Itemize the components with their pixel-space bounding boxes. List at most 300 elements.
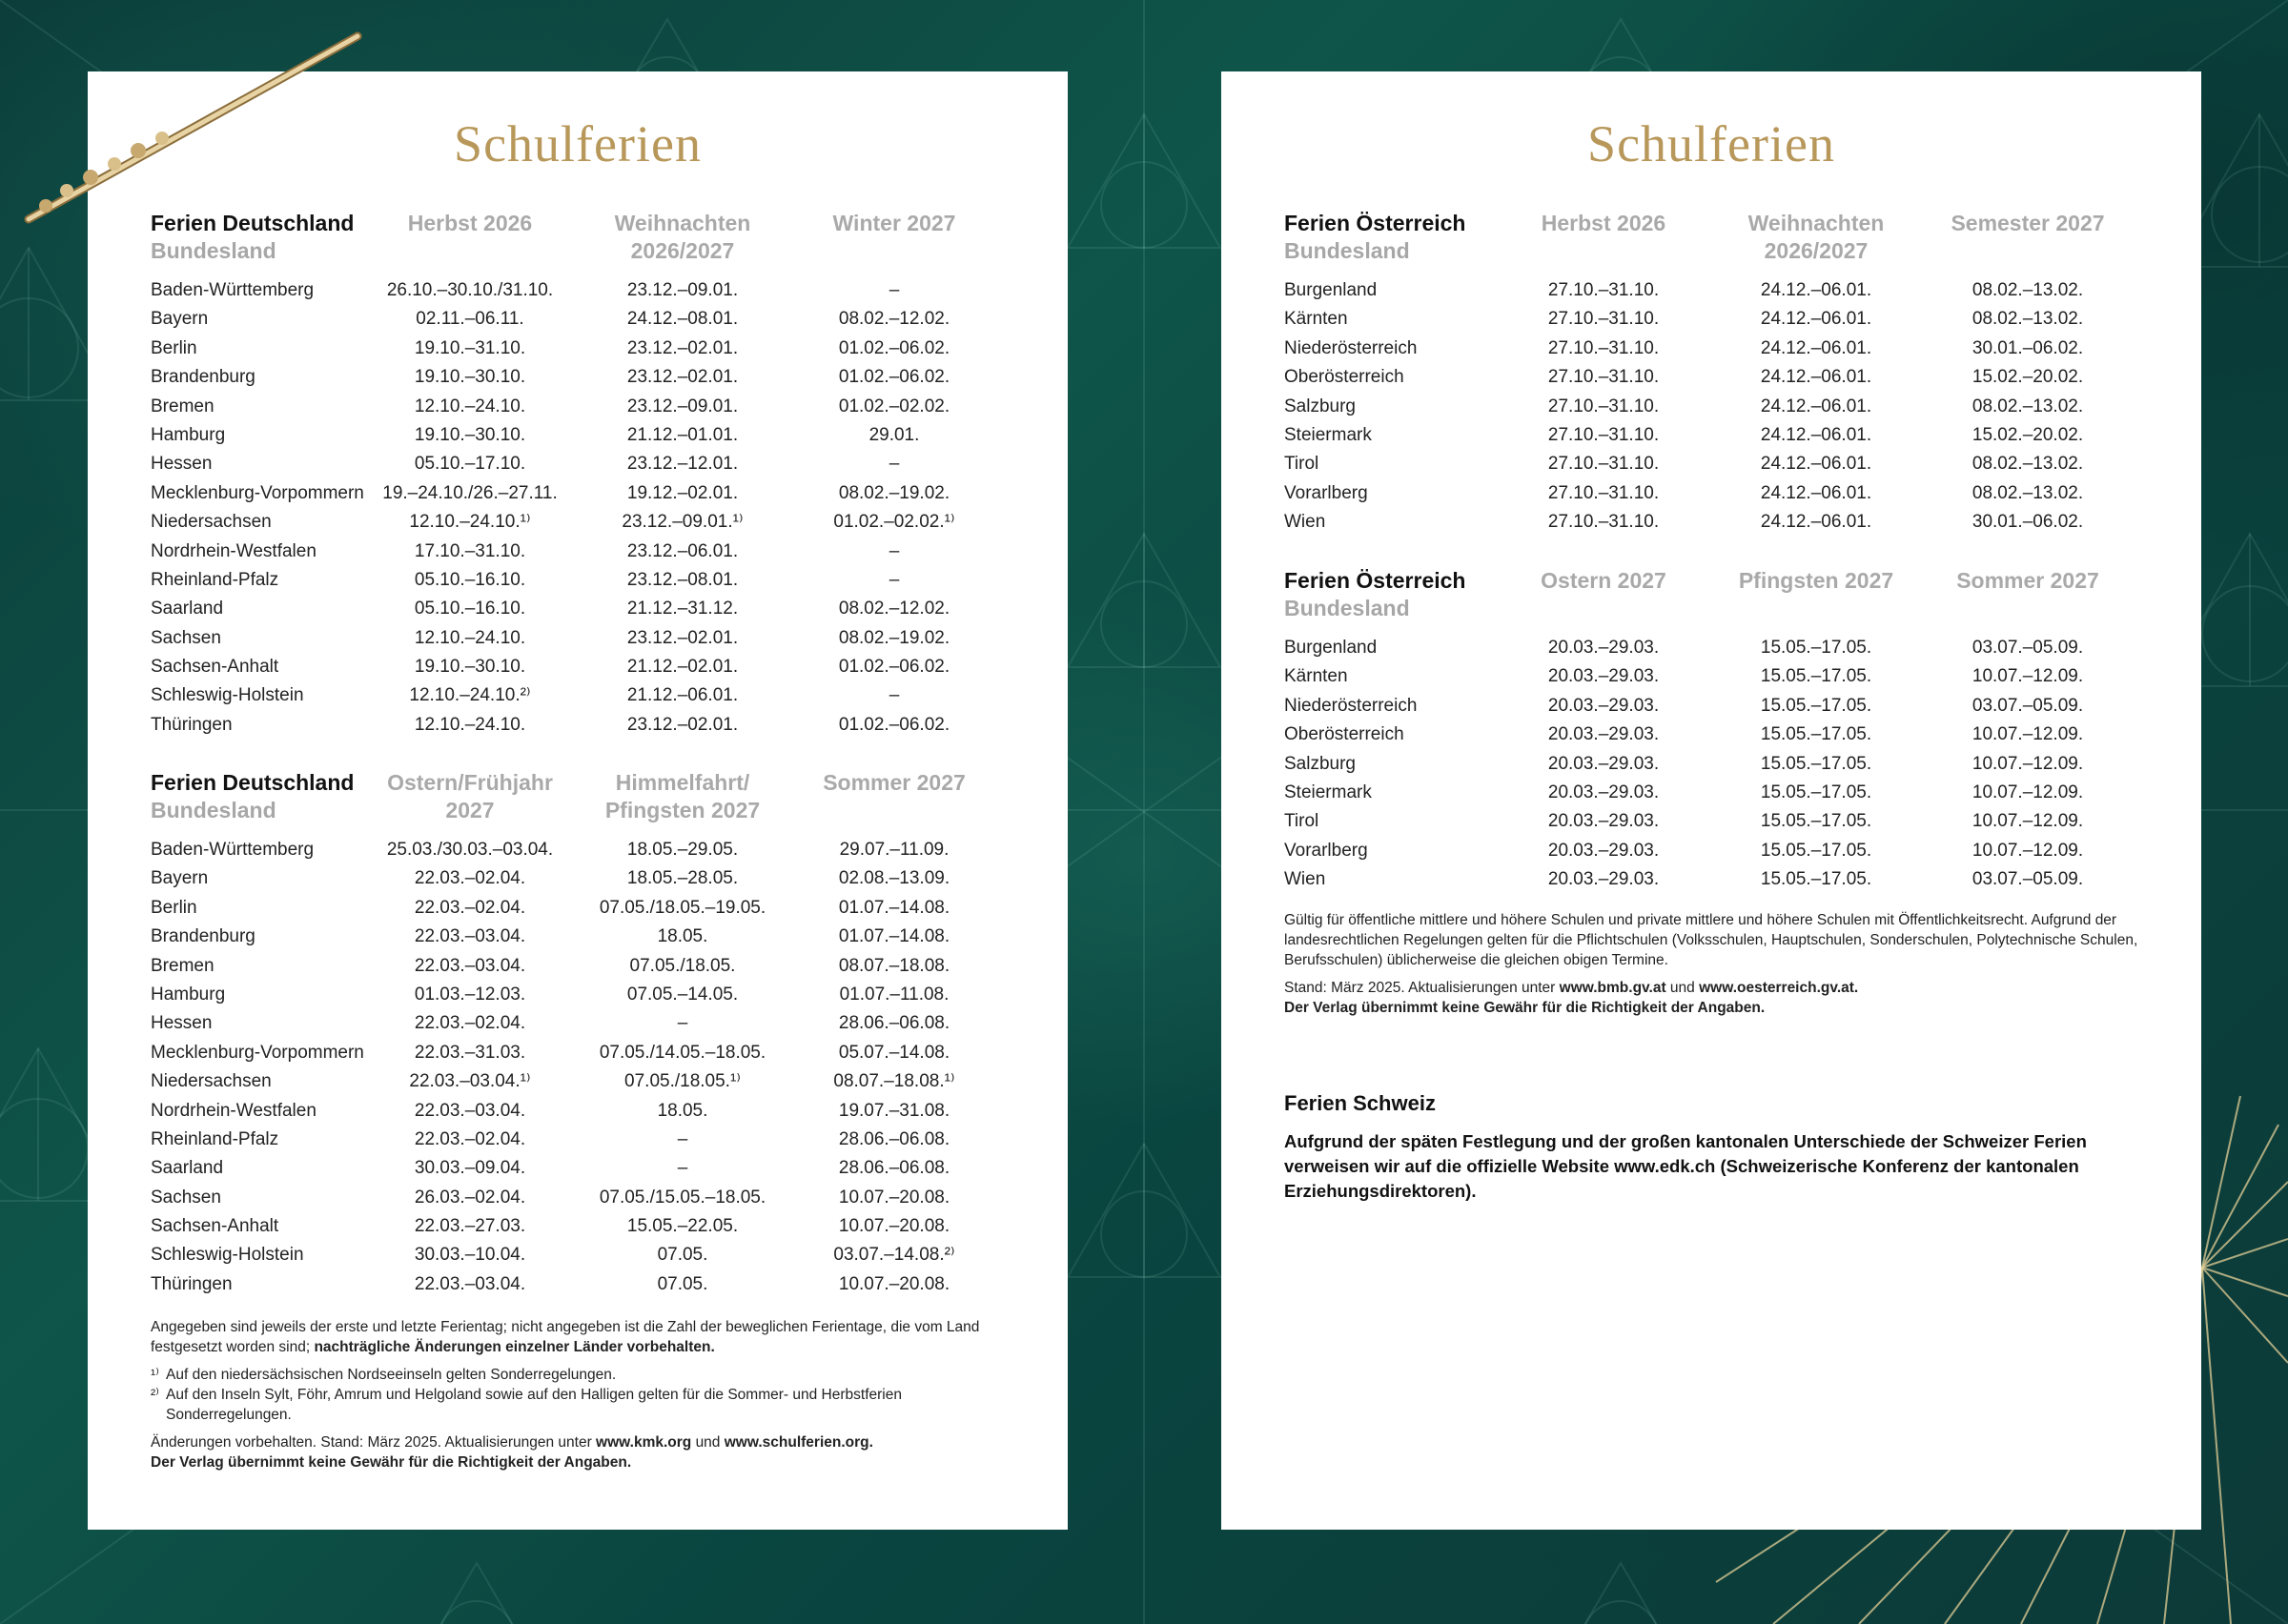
date-cell: 15.05.–22.05. bbox=[626, 1216, 739, 1237]
date-cell: 20.03.–29.03. bbox=[1547, 638, 1660, 658]
date-cell: 30.01.–06.02. bbox=[1971, 337, 2084, 358]
bmb-link[interactable]: www.bmb.gv.at bbox=[1559, 980, 1666, 996]
table-row bbox=[1284, 634, 2142, 662]
date-cell: 15.05.–17.05. bbox=[1760, 753, 1872, 774]
date-cell: 18.05. bbox=[657, 1100, 708, 1121]
date-cell: 01.02.–06.02. bbox=[838, 367, 950, 388]
state-name: Schleswig-Holstein bbox=[151, 1245, 304, 1266]
date-cell: 17.10.–31.10. bbox=[414, 540, 526, 561]
table-heading: Ferien Deutschland bbox=[151, 211, 355, 235]
table-row bbox=[1284, 508, 2142, 537]
date-cell: 19.10.–30.10. bbox=[414, 657, 526, 678]
table-header bbox=[1284, 567, 2142, 634]
schweiz-text: Aufgrund der späten Festlegung und der großen kantonalen Unterschiede der Schweizer Ferien verweisen wir auf die offizielle Website www.edk.ch (Schweizerische Konferenz der kantonalen Erziehungsdirektoren). bbox=[1284, 1131, 2087, 1201]
state-name: Salzburg bbox=[1284, 753, 1356, 774]
date-cell: 01.03.–12.03. bbox=[414, 984, 526, 1005]
table-body bbox=[1284, 276, 2142, 538]
date-cell: 08.02.–19.02. bbox=[838, 482, 950, 503]
date-cell: 21.12.–06.01. bbox=[626, 685, 739, 706]
state-name: Burgenland bbox=[1284, 280, 1378, 300]
state-name: Burgenland bbox=[1284, 638, 1378, 658]
state-name: Oberösterreich bbox=[1284, 367, 1404, 388]
table-row bbox=[151, 923, 1009, 951]
state-name: Niedersachsen bbox=[151, 512, 272, 533]
state-name: Brandenburg bbox=[151, 926, 255, 947]
date-cell: 22.03.–31.03. bbox=[414, 1042, 526, 1063]
date-cell: 20.03.–29.03. bbox=[1547, 666, 1660, 687]
austria-spring-summer-table bbox=[1284, 567, 2142, 895]
footnotes bbox=[151, 1317, 1009, 1472]
date-cell: 28.06.–06.08. bbox=[838, 1013, 950, 1034]
date-cell: 24.12.–06.01. bbox=[1760, 309, 1872, 330]
state-name: Schleswig-Holstein bbox=[151, 685, 304, 706]
state-name: Thüringen bbox=[151, 714, 233, 735]
state-name: Baden-Württemberg bbox=[151, 280, 315, 300]
column-header: Sommer 2027 bbox=[1956, 568, 2099, 593]
table-row bbox=[1284, 276, 2142, 305]
table-row bbox=[151, 1241, 1009, 1269]
table-header bbox=[151, 769, 1009, 836]
date-cell: 01.07.–14.08. bbox=[838, 926, 950, 947]
date-cell: 10.07.–12.09. bbox=[1971, 724, 2084, 745]
date-cell: 12.10.–24.10. bbox=[414, 714, 526, 735]
date-cell: 23.12.–12.01. bbox=[626, 454, 739, 475]
date-cell: 01.02.–06.02. bbox=[838, 714, 950, 735]
date-cell: 18.05. bbox=[657, 926, 708, 947]
date-cell: 29.01. bbox=[868, 424, 920, 445]
date-cell: – bbox=[889, 569, 900, 590]
date-cell: 24.12.–06.01. bbox=[1760, 512, 1872, 533]
date-cell: 05.07.–14.08. bbox=[838, 1042, 950, 1063]
state-name: Bayern bbox=[151, 309, 209, 330]
date-cell: 20.03.–29.03. bbox=[1547, 782, 1660, 802]
table-row bbox=[1284, 363, 2142, 392]
date-cell: 23.12.–09.01. bbox=[626, 280, 739, 300]
date-cell: 27.10.–31.10. bbox=[1547, 309, 1660, 330]
date-cell: 30.03.–09.04. bbox=[414, 1158, 526, 1179]
date-cell: 10.07.–20.08. bbox=[838, 1187, 950, 1208]
state-name: Steiermark bbox=[1284, 782, 1372, 802]
table-row bbox=[151, 276, 1009, 305]
kmk-link[interactable]: www.kmk.org bbox=[596, 1434, 692, 1451]
date-cell: 07.05./15.05.–18.05. bbox=[599, 1187, 766, 1208]
table-row bbox=[1284, 393, 2142, 421]
date-cell: 02.08.–13.09. bbox=[838, 868, 950, 889]
date-cell: 19.12.–02.01. bbox=[626, 482, 739, 503]
table-subheading: Bundesland bbox=[1284, 596, 1410, 620]
date-cell: 24.12.–06.01. bbox=[1760, 396, 1872, 416]
date-cell: 05.10.–16.10. bbox=[414, 599, 526, 619]
table-row bbox=[151, 538, 1009, 566]
schulferien-link[interactable]: www.schulferien.org. bbox=[724, 1434, 873, 1451]
table-row bbox=[151, 595, 1009, 623]
date-cell: 08.07.–18.08.¹⁾ bbox=[833, 1071, 955, 1092]
state-name: Wien bbox=[1284, 512, 1326, 533]
date-cell: 03.07.–05.09. bbox=[1971, 869, 2084, 890]
table-row bbox=[151, 1009, 1009, 1038]
date-cell: 28.06.–06.08. bbox=[838, 1158, 950, 1179]
date-cell: 27.10.–31.10. bbox=[1547, 396, 1660, 416]
date-cell: 08.07.–18.08. bbox=[838, 955, 950, 976]
page-title: Schulferien bbox=[1587, 115, 1835, 173]
update-note: Änderungen vorbehalten. Stand: März 2025. Aktualisierungen unter www.kmk.org und www.schulferien.org. bbox=[151, 1434, 873, 1451]
page-title: Schulferien bbox=[454, 115, 702, 173]
table-row bbox=[151, 894, 1009, 923]
table-row bbox=[151, 479, 1009, 508]
date-cell: 19.10.–30.10. bbox=[414, 367, 526, 388]
date-cell: 23.12.–02.01. bbox=[626, 337, 739, 358]
wand-icon bbox=[19, 29, 362, 229]
table-subheading: Bundesland bbox=[1284, 238, 1410, 263]
date-cell: 28.06.–06.08. bbox=[838, 1128, 950, 1149]
table-row bbox=[151, 981, 1009, 1009]
table-row bbox=[1284, 779, 2142, 807]
state-name: Vorarlberg bbox=[1284, 482, 1368, 503]
table-row bbox=[1284, 662, 2142, 691]
date-cell: 01.07.–14.08. bbox=[838, 897, 950, 918]
date-cell: 10.07.–12.09. bbox=[1971, 782, 2084, 802]
date-cell: 20.03.–29.03. bbox=[1547, 695, 1660, 716]
table-row bbox=[151, 1154, 1009, 1183]
date-cell: 08.02.–13.02. bbox=[1971, 454, 2084, 475]
right-page bbox=[1221, 71, 2201, 1530]
state-name: Saarland bbox=[151, 599, 224, 619]
state-name: Kärnten bbox=[1284, 666, 1348, 687]
date-cell: 08.02.–13.02. bbox=[1971, 309, 2084, 330]
date-cell: 07.05./14.05.–18.05. bbox=[599, 1042, 766, 1063]
state-name: Sachsen bbox=[151, 627, 221, 648]
date-cell: 24.12.–06.01. bbox=[1760, 424, 1872, 445]
table-row bbox=[151, 711, 1009, 740]
date-cell: 24.12.–06.01. bbox=[1760, 482, 1872, 503]
date-cell: 03.07.–14.08.²⁾ bbox=[833, 1245, 955, 1266]
date-cell: 02.11.–06.11. bbox=[416, 309, 524, 330]
date-cell: 27.10.–31.10. bbox=[1547, 337, 1660, 358]
date-cell: 23.12.–09.01.¹⁾ bbox=[622, 512, 744, 533]
table-row bbox=[151, 1039, 1009, 1067]
state-name: Bremen bbox=[151, 955, 214, 976]
intro-note: Angegeben sind jeweils der erste und letzte Ferientag; nicht angegeben ist die Zahl der beweglichen Ferientage, die vom Land festgesetzt worden sind; nachträgliche Änderungen einzelner Länder vorbehalten. bbox=[151, 1319, 980, 1355]
column-header: Herbst 2026 bbox=[1541, 211, 1666, 235]
state-name: Niederösterreich bbox=[1284, 695, 1418, 716]
state-name: Steiermark bbox=[1284, 424, 1372, 445]
state-name: Thüringen bbox=[151, 1273, 233, 1294]
date-cell: 15.05.–17.05. bbox=[1760, 840, 1872, 861]
date-cell: 26.03.–02.04. bbox=[414, 1187, 526, 1208]
date-cell: 12.10.–24.10. bbox=[414, 396, 526, 416]
date-cell: 24.12.–06.01. bbox=[1760, 280, 1872, 300]
state-name: Rheinland-Pfalz bbox=[151, 1128, 279, 1149]
date-cell: 18.05.–28.05. bbox=[626, 868, 739, 889]
state-name: Bremen bbox=[151, 396, 214, 416]
table-row bbox=[151, 566, 1009, 595]
state-name: Brandenburg bbox=[151, 367, 255, 388]
austria-autumn-winter-table bbox=[1284, 210, 2142, 538]
date-cell: 22.03.–03.04. bbox=[414, 926, 526, 947]
table-row bbox=[151, 836, 1009, 864]
table-body bbox=[1284, 634, 2142, 895]
date-cell: 12.10.–24.10. bbox=[414, 627, 526, 648]
table-heading: Ferien Deutschland bbox=[151, 770, 355, 795]
date-cell: 20.03.–29.03. bbox=[1547, 753, 1660, 774]
state-name: Sachsen-Anhalt bbox=[151, 657, 279, 678]
state-name: Bayern bbox=[151, 868, 209, 889]
table-row bbox=[1284, 807, 2142, 836]
date-cell: – bbox=[677, 1158, 688, 1179]
state-name: Mecklenburg-Vorpommern bbox=[151, 482, 364, 503]
table-row bbox=[151, 1067, 1009, 1096]
disclaimer: Der Verlag übernimmt keine Gewähr für die Richtigkeit der Angaben. bbox=[151, 1454, 632, 1471]
table-row bbox=[151, 1126, 1009, 1154]
date-cell: 01.02.–06.02. bbox=[838, 337, 950, 358]
date-cell: 08.02.–19.02. bbox=[838, 627, 950, 648]
date-cell: 01.07.–11.08. bbox=[839, 984, 950, 1005]
date-cell: 05.10.–16.10. bbox=[414, 569, 526, 590]
date-cell: 21.12.–02.01. bbox=[626, 657, 739, 678]
state-name: Niedersachsen bbox=[151, 1071, 272, 1092]
state-name: Nordrhein-Westfalen bbox=[151, 1100, 317, 1121]
oesterreich-link[interactable]: www.oesterreich.gv.at. bbox=[1699, 980, 1859, 996]
date-cell: 19.10.–31.10. bbox=[414, 337, 526, 358]
column-header: Pfingsten 2027 bbox=[1738, 568, 1894, 593]
germany-autumn-winter-table bbox=[151, 210, 1009, 740]
state-name: Vorarlberg bbox=[1284, 840, 1368, 861]
date-cell: 15.02.–20.02. bbox=[1971, 424, 2084, 445]
date-cell: 24.12.–08.01. bbox=[626, 309, 739, 330]
table-row bbox=[151, 1270, 1009, 1299]
date-cell: 10.07.–12.09. bbox=[1971, 666, 2084, 687]
date-cell: 23.12.–02.01. bbox=[626, 367, 739, 388]
date-cell: 23.12.–02.01. bbox=[626, 627, 739, 648]
date-cell: 25.03./30.03.–03.04. bbox=[386, 840, 554, 860]
state-name: Niederösterreich bbox=[1284, 337, 1418, 358]
table-row bbox=[151, 681, 1009, 710]
state-name: Baden-Württemberg bbox=[151, 840, 315, 860]
table-row bbox=[151, 421, 1009, 450]
table-row bbox=[151, 335, 1009, 363]
table-header bbox=[1284, 210, 2142, 276]
date-cell: 21.12.–01.01. bbox=[626, 424, 739, 445]
austria-notes bbox=[1284, 910, 2142, 1018]
table-row bbox=[1284, 721, 2142, 749]
table-row bbox=[151, 305, 1009, 334]
date-cell: – bbox=[889, 685, 900, 706]
table-heading: Ferien Österreich bbox=[1284, 211, 1466, 235]
date-cell: – bbox=[677, 1128, 688, 1149]
date-cell: 15.05.–17.05. bbox=[1760, 811, 1872, 832]
state-name: Hessen bbox=[151, 454, 213, 475]
state-name: Wien bbox=[1284, 869, 1326, 890]
date-cell: 07.05./18.05.¹⁾ bbox=[624, 1071, 741, 1092]
table-row bbox=[151, 508, 1009, 537]
state-name: Sachsen-Anhalt bbox=[151, 1216, 279, 1237]
date-cell: 10.07.–20.08. bbox=[838, 1216, 950, 1237]
date-cell: 07.05.–14.05. bbox=[626, 984, 739, 1005]
date-cell: 22.03.–02.04. bbox=[414, 1128, 526, 1149]
table-row bbox=[151, 653, 1009, 681]
date-cell: 23.12.–08.01. bbox=[626, 569, 739, 590]
date-cell: 27.10.–31.10. bbox=[1547, 512, 1660, 533]
table-subheading: Bundesland bbox=[151, 238, 276, 263]
date-cell: 27.10.–31.10. bbox=[1547, 482, 1660, 503]
date-cell: 19.07.–31.08. bbox=[838, 1100, 950, 1121]
date-cell: 19.10.–30.10. bbox=[414, 424, 526, 445]
state-name: Sachsen bbox=[151, 1187, 221, 1208]
state-name: Rheinland-Pfalz bbox=[151, 569, 279, 590]
date-cell: 26.10.–30.10./31.10. bbox=[386, 280, 554, 300]
table-row bbox=[1284, 479, 2142, 508]
state-name: Mecklenburg-Vorpommern bbox=[151, 1042, 364, 1063]
date-cell: 30.03.–10.04. bbox=[414, 1245, 526, 1266]
update-note: Stand: März 2025. Aktualisierungen unter www.bmb.gv.at und www.oesterreich.gv.at. bbox=[1284, 980, 1859, 996]
date-cell: 27.10.–31.10. bbox=[1547, 454, 1660, 475]
state-name: Salzburg bbox=[1284, 396, 1356, 416]
date-cell: 20.03.–29.03. bbox=[1547, 869, 1660, 890]
table-row bbox=[1284, 335, 2142, 363]
table-row bbox=[151, 864, 1009, 893]
date-cell: 22.03.–03.04. bbox=[414, 955, 526, 976]
left-page bbox=[88, 71, 1068, 1530]
state-name: Hamburg bbox=[151, 424, 226, 445]
table-row bbox=[151, 363, 1009, 392]
column-header: Weihnachten 2026/2027 bbox=[614, 211, 751, 263]
table-body bbox=[151, 836, 1009, 1299]
date-cell: 20.03.–29.03. bbox=[1547, 840, 1660, 861]
date-cell: 24.12.–06.01. bbox=[1760, 454, 1872, 475]
state-name: Berlin bbox=[151, 897, 197, 918]
date-cell: 27.10.–31.10. bbox=[1547, 424, 1660, 445]
date-cell: 10.07.–20.08. bbox=[838, 1273, 950, 1294]
date-cell: 15.05.–17.05. bbox=[1760, 638, 1872, 658]
date-cell: 01.02.–02.02.¹⁾ bbox=[833, 512, 955, 533]
date-cell: 20.03.–29.03. bbox=[1547, 811, 1660, 832]
table-row bbox=[151, 1212, 1009, 1241]
disclaimer: Der Verlag übernimmt keine Gewähr für die Richtigkeit der Angaben. bbox=[1284, 1000, 1766, 1016]
column-header: Winter 2027 bbox=[832, 211, 956, 235]
table-heading: Ferien Österreich bbox=[1284, 568, 1466, 593]
date-cell: 22.03.–02.04. bbox=[414, 897, 526, 918]
state-name: Berlin bbox=[151, 337, 197, 358]
table-row bbox=[151, 450, 1009, 478]
column-header: Ostern 2027 bbox=[1541, 568, 1666, 593]
table-row bbox=[1284, 837, 2142, 865]
table-row bbox=[1284, 450, 2142, 478]
date-cell: 22.03.–03.04. bbox=[414, 1100, 526, 1121]
state-name: Oberösterreich bbox=[1284, 724, 1404, 745]
date-cell: 29.07.–11.09. bbox=[839, 840, 950, 860]
column-header: Ostern/Frühjahr 2027 bbox=[387, 770, 553, 822]
state-name: Kärnten bbox=[1284, 309, 1348, 330]
column-header: Himmelfahrt/ Pfingsten 2027 bbox=[604, 770, 761, 822]
date-cell: 08.02.–13.02. bbox=[1971, 280, 2084, 300]
state-name: Hamburg bbox=[151, 984, 226, 1005]
date-cell: 05.10.–17.10. bbox=[414, 454, 526, 475]
footnote-1: ¹⁾ Auf den niedersächsischen Nordseeinseln gelten Sonderregelungen. bbox=[151, 1367, 617, 1383]
date-cell: 10.07.–12.09. bbox=[1971, 753, 2084, 774]
state-name: Tirol bbox=[1284, 454, 1319, 475]
state-name: Hessen bbox=[151, 1013, 213, 1034]
date-cell: 03.07.–05.09. bbox=[1971, 638, 2084, 658]
date-cell: 22.03.–02.04. bbox=[414, 1013, 526, 1034]
date-cell: 23.12.–06.01. bbox=[626, 540, 739, 561]
date-cell: 22.03.–27.03. bbox=[414, 1216, 526, 1237]
date-cell: 01.02.–02.02. bbox=[838, 396, 950, 416]
date-cell: 24.12.–06.01. bbox=[1760, 367, 1872, 388]
state-name: Nordrhein-Westfalen bbox=[151, 540, 317, 561]
date-cell: 03.07.–05.09. bbox=[1971, 695, 2084, 716]
column-header: Herbst 2026 bbox=[407, 211, 533, 235]
table-row bbox=[1284, 865, 2142, 894]
date-cell: 24.12.–06.01. bbox=[1760, 337, 1872, 358]
date-cell: 23.12.–02.01. bbox=[626, 714, 739, 735]
footnote-2: ²⁾ Auf den Inseln Sylt, Föhr, Amrum und Helgoland sowie auf den Halligen gelten für die Sommer- und Herbstferien Sonderregelungen. bbox=[151, 1387, 902, 1423]
date-cell: – bbox=[677, 1013, 688, 1034]
table-row bbox=[151, 952, 1009, 981]
date-cell: 22.03.–03.04. bbox=[414, 1273, 526, 1294]
date-cell: 15.05.–17.05. bbox=[1760, 724, 1872, 745]
date-cell: 12.10.–24.10.²⁾ bbox=[409, 685, 531, 706]
table-row bbox=[151, 624, 1009, 653]
date-cell: 08.02.–13.02. bbox=[1971, 396, 2084, 416]
date-cell: 07.05. bbox=[657, 1245, 708, 1266]
date-cell: 15.05.–17.05. bbox=[1760, 695, 1872, 716]
table-body bbox=[151, 276, 1009, 740]
date-cell: 27.10.–31.10. bbox=[1547, 367, 1660, 388]
table-row bbox=[151, 1097, 1009, 1126]
column-header: Semester 2027 bbox=[1951, 211, 2105, 235]
date-cell: 21.12.–31.12. bbox=[626, 599, 739, 619]
column-header: Weihnachten 2026/2027 bbox=[1747, 211, 1885, 263]
date-cell: 15.05.–17.05. bbox=[1760, 782, 1872, 802]
date-cell: 10.07.–12.09. bbox=[1971, 811, 2084, 832]
table-row bbox=[151, 1184, 1009, 1212]
date-cell: 08.02.–12.02. bbox=[838, 309, 950, 330]
state-name: Saarland bbox=[151, 1158, 224, 1179]
validity-note: Gültig für öffentliche mittlere und höhere Schulen und private mittlere und höhere Schulen mit Öffentlichkeitsrecht. Aufgrund der landesrechtlichen Regelungen gelten für die Pflichtschulen (Volksschulen, Hauptschulen, Sonderschulen, Polytechnische Schulen, Berufsschulen) üblicherweise die gleichen obigen Termine. bbox=[1284, 912, 2138, 968]
state-name: Tirol bbox=[1284, 811, 1319, 832]
table-row bbox=[1284, 692, 2142, 721]
date-cell: 08.02.–13.02. bbox=[1971, 482, 2084, 503]
date-cell: 30.01.–06.02. bbox=[1971, 512, 2084, 533]
date-cell: 15.05.–17.05. bbox=[1760, 666, 1872, 687]
date-cell: – bbox=[889, 540, 900, 561]
table-row bbox=[1284, 305, 2142, 334]
date-cell: 07.05./18.05. bbox=[629, 955, 736, 976]
date-cell: 27.10.–31.10. bbox=[1547, 280, 1660, 300]
date-cell: 19.–24.10./26.–27.11. bbox=[382, 482, 558, 503]
date-cell: 18.05.–29.05. bbox=[626, 840, 739, 860]
table-row bbox=[151, 393, 1009, 421]
date-cell: – bbox=[889, 454, 900, 475]
table-row bbox=[1284, 421, 2142, 450]
date-cell: 15.05.–17.05. bbox=[1760, 869, 1872, 890]
germany-spring-summer-table bbox=[151, 769, 1009, 1299]
schweiz-heading: Ferien Schweiz bbox=[1284, 1091, 1436, 1115]
column-header: Sommer 2027 bbox=[823, 770, 966, 795]
date-cell: 07.05./18.05.–19.05. bbox=[599, 897, 766, 918]
date-cell: 15.02.–20.02. bbox=[1971, 367, 2084, 388]
date-cell: 22.03.–02.04. bbox=[414, 868, 526, 889]
date-cell: 07.05. bbox=[657, 1273, 708, 1294]
date-cell: 23.12.–09.01. bbox=[626, 396, 739, 416]
date-cell: – bbox=[889, 280, 900, 300]
date-cell: 08.02.–12.02. bbox=[838, 599, 950, 619]
table-row bbox=[1284, 750, 2142, 779]
date-cell: 22.03.–03.04.¹⁾ bbox=[409, 1071, 531, 1092]
date-cell: 20.03.–29.03. bbox=[1547, 724, 1660, 745]
table-subheading: Bundesland bbox=[151, 798, 276, 822]
date-cell: 10.07.–12.09. bbox=[1971, 840, 2084, 861]
